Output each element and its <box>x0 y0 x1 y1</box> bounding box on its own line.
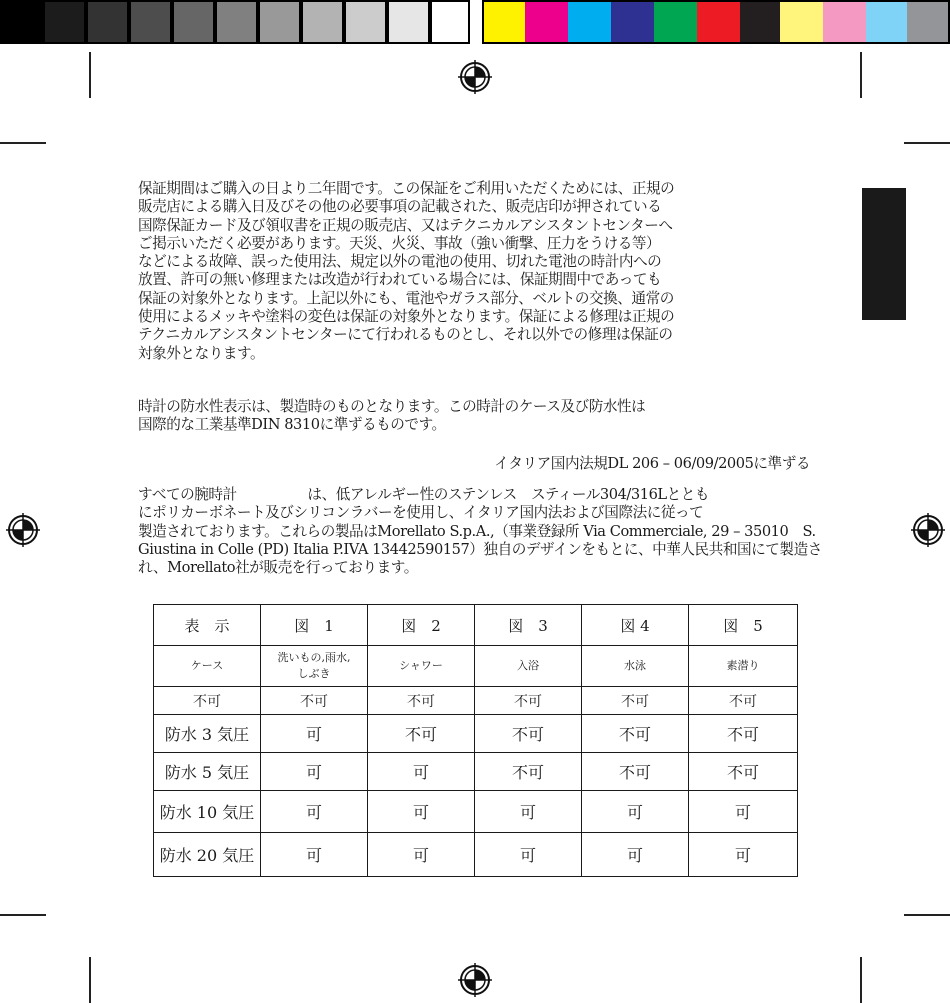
materials-line: すべての腕時計 は、低アレルギー性のステンレス スティール304/316Lととも <box>138 486 710 503</box>
table-row-label: 防水 5 気圧 <box>154 753 261 791</box>
table-cell: 不可 <box>689 715 798 753</box>
table-header-cell: 図 3 <box>475 605 582 646</box>
table-cell: 可 <box>261 791 368 833</box>
crop-mark-top-right-vertical <box>860 52 862 98</box>
table-subheader-cell: 洗いもの,雨水,しぶき <box>261 646 368 687</box>
swatch-gray-11 <box>430 0 470 44</box>
swatch-gray-1 <box>0 0 43 44</box>
table-cell: 不可 <box>261 687 368 715</box>
warranty-paragraph <box>138 180 810 363</box>
table-cell: 不可 <box>582 715 689 753</box>
warranty-line: 対象外となります。 <box>138 344 265 362</box>
table-cell: 可 <box>261 715 368 753</box>
table-row <box>154 791 798 833</box>
water-resistance-paragraph <box>138 398 810 435</box>
crop-mark-bottom-right-vertical <box>860 957 862 1003</box>
warranty-line: 使用によるメッキや塗料の変色は保証の対象外となります。保証による修理は正規の <box>138 308 675 326</box>
swatch-blue <box>611 0 654 44</box>
table-row <box>154 833 798 877</box>
table-cell: 不可 <box>368 687 475 715</box>
swatch-gray-6 <box>215 0 258 44</box>
table-cell: 不可 <box>582 753 689 791</box>
table-row-label: 防水 20 気圧 <box>154 833 261 877</box>
swatch-gray-8 <box>301 0 344 44</box>
registration-mark-left-icon <box>6 513 40 547</box>
table-cell: 不可 <box>475 753 582 791</box>
table-row-label: 防水 10 気圧 <box>154 791 261 833</box>
swatch-light-yellow <box>780 0 823 44</box>
table-row <box>154 753 798 791</box>
swatch-green <box>654 0 697 44</box>
crop-mark-top-right-horizontal <box>904 142 950 144</box>
table-cell: 可 <box>368 791 475 833</box>
swatch-gray-5 <box>172 0 215 44</box>
swatch-gray-2 <box>43 0 86 44</box>
water-resistance-line: 時計の防水性表示は、製造時のものとなります。この時計のケース及び防水性は <box>138 398 646 415</box>
swatch-yellow <box>482 0 525 44</box>
table-subheader-cell: シャワー <box>368 646 475 687</box>
water-resistance-line: 国際的な工業基準DIN 8310に準ずるものです。 <box>138 416 446 434</box>
crop-mark-bottom-left-vertical <box>89 957 91 1003</box>
warranty-line: テクニカルアシスタントセンターにて行われるものとし、それ以外での修理は保証の <box>138 326 673 344</box>
table-cell: 可 <box>261 833 368 877</box>
table-cell: 可 <box>261 753 368 791</box>
warranty-line: 販売店による購入日及びその他の必要事項の記載された、販売店印が押されている <box>138 198 662 216</box>
swatch-gray-10 <box>387 0 430 44</box>
color-calibration-bar <box>0 0 950 44</box>
warranty-line: 保証の対象外となります。上記以外にも、電池やガラス部分、ベルトの交換、通常の <box>138 289 674 307</box>
swatch-gray <box>907 0 950 44</box>
table-cell: 可 <box>368 833 475 877</box>
crop-mark-top-left-vertical <box>89 52 91 98</box>
table-cell: 不可 <box>475 687 582 715</box>
table-cell: 不可 <box>582 687 689 715</box>
table-cell: 可 <box>582 833 689 877</box>
table-header-cell: 図 1 <box>261 605 368 646</box>
materials-paragraph <box>138 486 822 577</box>
warranty-line: などによる故障、誤った使用法、規定以外の電池の使用、切れた電池の時計内への <box>138 253 662 271</box>
regulation-note: イタリア国内法規DL 206 – 06/09/2005に準ずる <box>494 455 810 472</box>
swatch-gray-3 <box>86 0 129 44</box>
table-header-cell: 表 示 <box>154 605 261 646</box>
swatch-gray-4 <box>129 0 172 44</box>
table-subheader-cell: 入浴 <box>475 646 582 687</box>
table-header-cell: 図 4 <box>582 605 689 646</box>
warranty-line: ご掲示いただく必要があります。天災、火災、事故（強い衝撃、圧力をうける等） <box>138 234 661 252</box>
table-cell: 不可 <box>368 715 475 753</box>
registration-mark-bottom-icon <box>458 963 492 997</box>
registration-mark-top-icon <box>458 60 492 94</box>
warranty-line: 国際保証カード及び領収書を正規の販売店、又はテクニカルアシスタントセンターへ <box>138 216 673 234</box>
table-subheader-cell: 水泳 <box>582 646 689 687</box>
materials-line: 製造されております。これらの製品はMorellato S.p.A.,（事業登録所 Via Commerciale, 29 – 35010 S. <box>138 522 816 540</box>
table-subheader-cell: ケース <box>154 646 261 687</box>
crop-mark-bottom-right-horizontal <box>904 914 950 916</box>
registration-mark-right-icon <box>911 513 945 547</box>
swatch-cyan <box>568 0 611 44</box>
crop-mark-top-left-horizontal <box>0 142 46 144</box>
language-side-tab <box>862 188 906 320</box>
table-row <box>154 687 798 715</box>
materials-line: れ、Morellato社が販売を行っております。 <box>138 559 418 577</box>
table-cell: 可 <box>582 791 689 833</box>
swatch-pink <box>823 0 866 44</box>
swatch-gray-9 <box>344 0 387 44</box>
materials-line: Giustina in Colle (PD) Italia P.IVA 13442590157）独自のデザインをもとに、中華人民共和国にて製造さ <box>138 540 822 558</box>
table-cell: 不可 <box>154 687 261 715</box>
table-subheader-row <box>154 646 798 687</box>
table-cell: 不可 <box>689 753 798 791</box>
table-cell: 不可 <box>475 715 582 753</box>
swatch-light-blue <box>866 0 907 44</box>
table-cell: 可 <box>689 833 798 877</box>
swatch-gray-7 <box>258 0 301 44</box>
table-header-cell: 図 2 <box>368 605 475 646</box>
table-cell: 可 <box>475 833 582 877</box>
table-subheader-cell: 素潜り <box>689 646 798 687</box>
warranty-line: 放置、許可の無い修理または改造が行われている場合には、保証期間中であっても <box>138 271 662 289</box>
crop-mark-bottom-left-horizontal <box>0 914 46 916</box>
swatch-black <box>740 0 780 44</box>
table-cell: 可 <box>368 753 475 791</box>
table-header-cell: 図 5 <box>689 605 798 646</box>
table-header-row <box>154 605 798 646</box>
materials-line: にポリカーボネート及びシリコンラバーを使用し、イタリア国内法および国際法に従って <box>138 504 704 522</box>
swatch-magenta <box>525 0 568 44</box>
water-resistance-table <box>153 604 798 877</box>
table-row <box>154 715 798 753</box>
table-cell: 可 <box>475 791 582 833</box>
warranty-line: 保証期間はご購入の日より二年間です。この保証をご利用いただくためには、正規の <box>138 180 675 197</box>
table-cell: 不可 <box>689 687 798 715</box>
table-cell: 可 <box>689 791 798 833</box>
swatch-red <box>697 0 740 44</box>
table-row-label: 防水 3 気圧 <box>154 715 261 753</box>
